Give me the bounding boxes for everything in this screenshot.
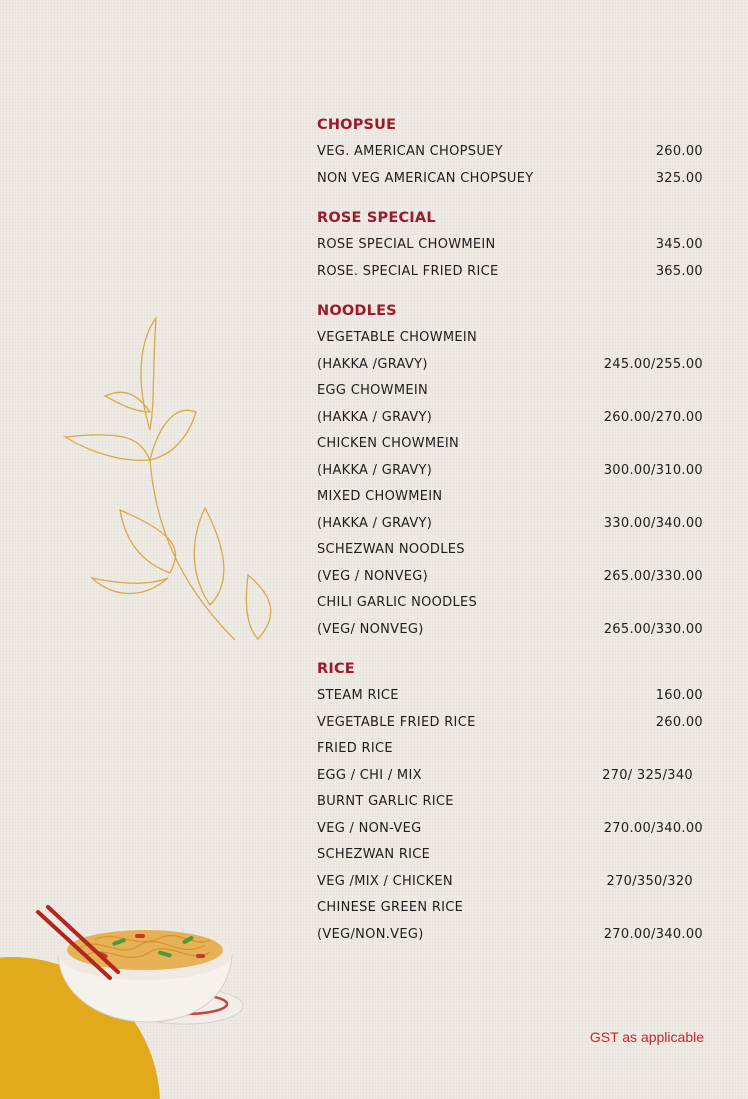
item-name: (HAKKA / GRAVY) — [317, 515, 433, 531]
section-title: RICE — [317, 661, 355, 677]
menu-item — [317, 405, 703, 432]
menu-item — [317, 352, 703, 379]
menu-item — [317, 511, 703, 538]
menu-item — [317, 166, 703, 193]
item-price: 325.00 — [655, 170, 703, 186]
menu-item — [317, 590, 703, 617]
menu-item — [317, 617, 703, 644]
menu-item — [317, 869, 703, 896]
section-title: ROSE SPECIAL — [317, 210, 436, 226]
item-name: EGG CHOWMEIN — [317, 383, 429, 398]
menu-item — [317, 232, 703, 259]
item-name: (HAKKA / GRAVY) — [317, 462, 433, 478]
item-price: 260.00 — [655, 144, 703, 159]
item-price: 345.00 — [655, 237, 703, 252]
item-price: 270/ 325/340 — [602, 767, 693, 783]
menu-item — [317, 325, 703, 352]
item-name: VEG. AMERICAN CHOPSUEY — [317, 144, 503, 159]
menu-item — [317, 259, 703, 286]
menu-item — [317, 378, 703, 405]
menu-item — [317, 922, 703, 949]
menu-item — [317, 484, 703, 511]
section-title: NOODLES — [317, 303, 397, 319]
menu-item — [317, 139, 703, 166]
menu-item — [317, 683, 703, 710]
item-name: CHICKEN CHOWMEIN — [317, 436, 460, 451]
item-name: STEAM RICE — [317, 688, 399, 703]
item-price: 260.00 — [655, 714, 703, 730]
item-name: (VEG / NONVEG) — [317, 568, 429, 584]
item-name: EGG / CHI / MIX — [317, 767, 422, 783]
item-price: 265.00/330.00 — [603, 568, 703, 584]
item-name: VEGETABLE CHOWMEIN — [317, 330, 478, 345]
item-name: BURNT GARLIC RICE — [317, 794, 454, 809]
menu-item — [317, 789, 703, 816]
item-price: 265.00/330.00 — [603, 621, 703, 637]
menu-section-noodles — [317, 297, 703, 643]
item-name: ROSE. SPECIAL FRIED RICE — [317, 263, 499, 279]
item-name: (HAKKA / GRAVY) — [317, 409, 433, 425]
item-name: NON VEG AMERICAN CHOPSUEY — [317, 170, 534, 186]
item-name: MIXED CHOWMEIN — [317, 489, 443, 504]
item-price: 270.00/340.00 — [603, 820, 703, 836]
item-name: ROSE SPECIAL CHOWMEIN — [317, 237, 496, 252]
menu-item — [317, 458, 703, 485]
item-price: 245.00/255.00 — [603, 356, 703, 372]
item-name: (VEG/ NONVEG) — [317, 621, 424, 637]
item-price: 270.00/340.00 — [603, 926, 703, 942]
item-name: VEG /MIX / CHICKEN — [317, 873, 453, 889]
section-title: CHOPSUE — [317, 117, 397, 133]
menu-item — [317, 736, 703, 763]
item-price: 260.00/270.00 — [603, 409, 703, 425]
item-name: (HAKKA /GRAVY) — [317, 356, 428, 372]
item-price: 270/350/320 — [606, 873, 693, 889]
item-price: 365.00 — [655, 263, 703, 279]
menu-item — [317, 816, 703, 843]
menu-item — [317, 431, 703, 458]
item-name: VEG / NON-VEG — [317, 820, 422, 836]
item-price: 300.00/310.00 — [603, 462, 703, 478]
item-name: VEGETABLE FRIED RICE — [317, 714, 476, 730]
menu-item — [317, 763, 703, 790]
item-name: CHILI GARLIC NOODLES — [317, 595, 478, 610]
item-price: 160.00 — [655, 688, 703, 703]
item-name: FRIED RICE — [317, 741, 393, 756]
menu-section-chopsue — [317, 111, 703, 192]
item-name: (VEG/NON.VEG) — [317, 926, 424, 942]
menu-item — [317, 537, 703, 564]
menu-section-rice — [317, 655, 703, 948]
item-name: SCHEZWAN RICE — [317, 847, 431, 862]
gst-note: GST as applicable — [589, 1029, 704, 1045]
menu-list — [317, 111, 703, 960]
menu-item — [317, 710, 703, 737]
menu-item — [317, 564, 703, 591]
menu-item — [317, 842, 703, 869]
menu-item — [317, 895, 703, 922]
item-price: 330.00/340.00 — [603, 515, 703, 531]
item-name: CHINESE GREEN RICE — [317, 900, 464, 915]
menu-section-rose-special — [317, 204, 703, 285]
item-name: SCHEZWAN NOODLES — [317, 542, 465, 557]
